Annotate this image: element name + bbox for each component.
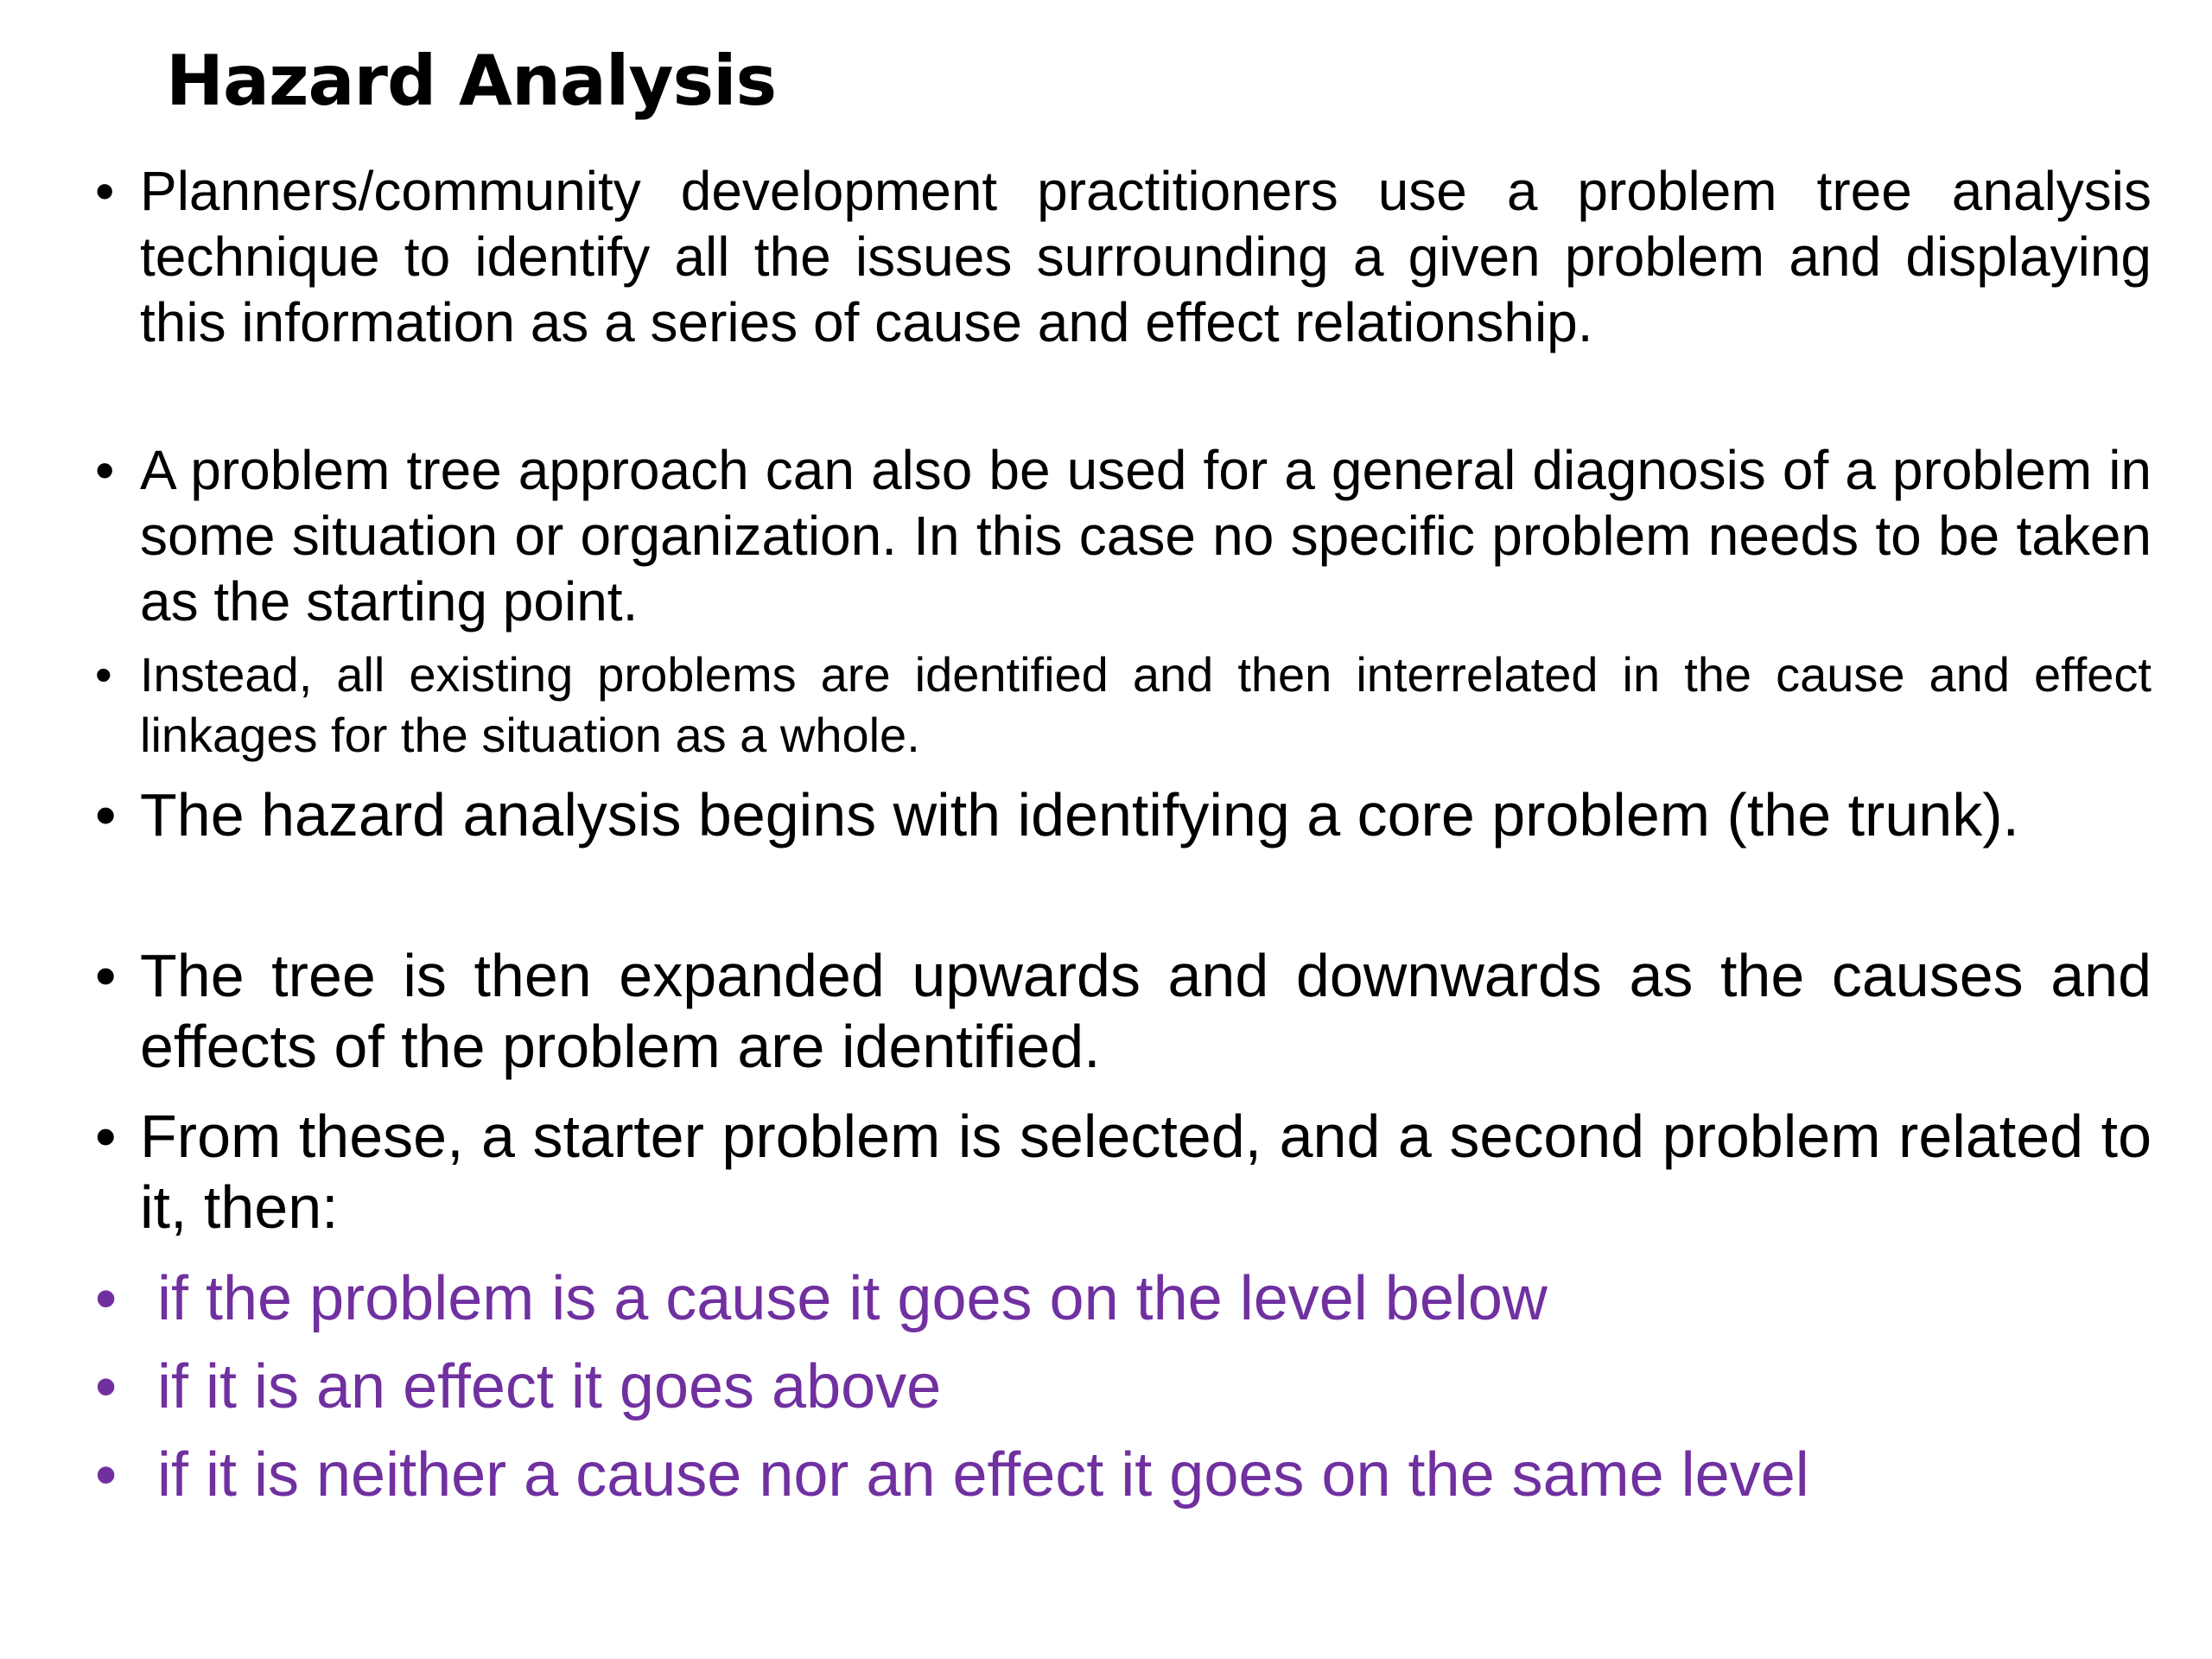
bullet-item bbox=[95, 437, 2152, 634]
bullet-item bbox=[95, 779, 2152, 850]
bullet-marker: • bbox=[95, 647, 112, 702]
bullet-item bbox=[95, 158, 2152, 355]
sub-bullet-marker: • bbox=[95, 1264, 118, 1333]
bullet-text: From these, a starter problem is selected, and a second problem related to it, then: bbox=[140, 1103, 2152, 1241]
sub-bullet-marker: • bbox=[95, 1440, 118, 1510]
bullet-marker: • bbox=[95, 781, 117, 849]
sub-bullet-text: if it is an effect it goes above bbox=[157, 1352, 942, 1421]
sub-bullet-item bbox=[95, 1436, 2152, 1514]
bullet-marker: • bbox=[95, 942, 117, 1009]
sub-bullet-text: if it is neither a cause nor an effect it goes on the same level bbox=[157, 1440, 1809, 1510]
sub-bullet-item bbox=[95, 1260, 2152, 1338]
bullet-item bbox=[95, 645, 2152, 766]
bullet-text: Instead, all existing problems are identified and then interrelated in the cause and effect linkages for the situation as a whole. bbox=[140, 647, 2152, 762]
sub-bullet-item bbox=[95, 1348, 2152, 1426]
sub-bullet-text: if the problem is a cause it goes on the level below bbox=[157, 1264, 1548, 1333]
bullet-item bbox=[95, 1101, 2152, 1243]
bullet-text: The hazard analysis begins with identifying a core problem (the trunk). bbox=[140, 781, 2019, 849]
bullet-text: Planners/community development practitioners use a problem tree analysis technique to identify all the issues surrounding a given problem and displaying this information as a series of cause and effect relationship. bbox=[140, 160, 2152, 353]
slide-title: Hazard Analysis bbox=[166, 41, 777, 121]
bullet-item bbox=[95, 940, 2152, 1082]
bullet-text: The tree is then expanded upwards and downwards as the causes and effects of the problem are identified. bbox=[140, 942, 2152, 1080]
bullet-marker: • bbox=[95, 160, 115, 222]
bullet-marker: • bbox=[95, 1103, 117, 1170]
bullet-text: A problem tree approach can also be used for a general diagnosis of a problem in some situation or organization. In this case no specific problem needs to be taken as the starting point. bbox=[140, 439, 2152, 632]
bullet-marker: • bbox=[95, 439, 115, 501]
sub-bullet-marker: • bbox=[95, 1352, 118, 1421]
